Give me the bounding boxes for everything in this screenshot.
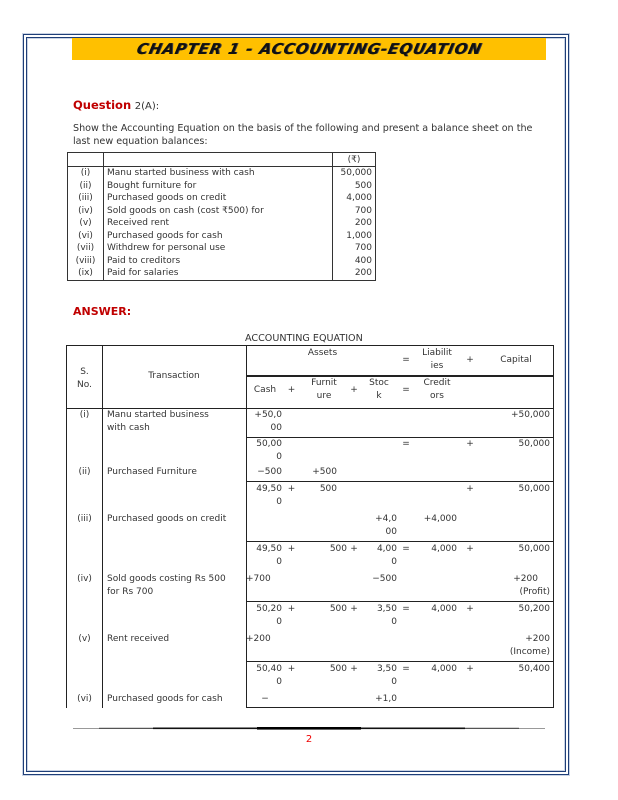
footer-divider (73, 727, 545, 730)
currency-header: (₹) (333, 153, 376, 167)
table-row: (ii) Bought furniture for 500 (68, 180, 376, 193)
cash-balance: 49,50 0 (256, 484, 282, 507)
table-row: (vi) Purchased goods for cash 1,000 (68, 230, 376, 243)
row-desc: Sold goods costing Rs 500 for Rs 700 (107, 574, 226, 597)
capital-balance: 50,000 (518, 439, 550, 449)
row-desc: Manu started business with cash (107, 410, 209, 433)
accounting-equation-table: S. No. Transaction Assets = Liabilit ies + Capital Cash + Furnit ure + Stoc k = Credit ors (i) Manu started business with cash +50,0 00 +50,000 50,00 0 = + 50,000 (ii) Purchased Furniture −500 +500 49,50 0 + 500 + 50,000 (iii) Purchased goods on credit +4,0 00 +4,000 49,50 0 + 500 + 4,00 0 = 4,000 + 50,000 (iv) Sold goods costing Rs 500 for Rs 700 +700 −500 +200 (Profit) 50,20 0 + 500 + 3,50 0 = 4,000 + 50,200 (v) Rent received +200 +200 (Income) 50,40 0 + 500 + 3,50 0 = 4,000 + 50,400 (vi) Purchased goods for cash − +1,0 (66, 345, 554, 708)
row-desc: Purchased goods on credit (107, 514, 227, 524)
table-row: (viii) Paid to creditors 400 (68, 255, 376, 268)
row-no: (v) (78, 634, 91, 644)
stock-value: +4,0 00 (375, 514, 397, 537)
header-stock: Stoc k (369, 378, 389, 401)
question-number: 2(A): (134, 101, 160, 112)
table-header-row (68, 153, 376, 167)
row-no: (i) (79, 410, 90, 420)
header-creditors: Credit ors (423, 378, 451, 401)
question-text: Show the Accounting Equation on the basis of the following and present a balance sheet on the last new equation balances: (73, 123, 533, 147)
table-row: (vii) Withdrew for personal use 700 (68, 242, 376, 255)
question-label: Question (73, 98, 132, 112)
row-no: (iv) (77, 574, 92, 584)
cash-balance: 50,00 0 (256, 439, 282, 462)
page-number: 2 (305, 734, 313, 745)
given-transactions-table (67, 152, 376, 281)
chapter-banner (72, 38, 546, 60)
cash-value: +50,0 00 (254, 410, 282, 433)
header-cash: Cash (253, 385, 277, 395)
row-no: (iii) (77, 514, 92, 524)
row-desc: Rent received (107, 634, 170, 644)
table-row: (iii) Purchased goods on credit 4,000 (68, 192, 376, 205)
table-row: (ix) Paid for salaries 200 (68, 267, 376, 280)
header-plus: + (466, 355, 474, 365)
header-capital: Capital (500, 355, 532, 365)
row-desc: Purchased Furniture (107, 467, 197, 477)
header-equals: = (402, 355, 410, 365)
capital-value: +50,000 (510, 410, 550, 420)
header-assets: Assets (307, 348, 338, 358)
creditors-value: +4,000 (423, 514, 457, 524)
question-heading (73, 98, 159, 112)
answer-label: ANSWER: (73, 305, 132, 318)
table-row: (v) Received rent 200 (68, 217, 376, 230)
table-row: (iv) Sold goods on cash (cost ₹500) for 700 (68, 205, 376, 218)
row-no: (vi) (77, 694, 92, 704)
row-no: (ii) (78, 467, 91, 477)
furniture-value: +500 (312, 467, 337, 477)
table-row: (i) Manu started business with cash 50,000 (68, 167, 376, 180)
chapter-title: CHAPTER 1 - ACCOUNTING-EQUATION (134, 40, 484, 58)
header-liabilities: Liabilit ies (422, 348, 452, 371)
equation-title: ACCOUNTING EQUATION (245, 333, 363, 344)
row-desc: Purchased goods for cash (107, 694, 223, 704)
header-sno: S. No. (77, 367, 92, 390)
header-furniture: Furnit ure (311, 378, 337, 401)
cash-value: −500 (257, 467, 282, 477)
header-transaction: Transaction (148, 371, 200, 381)
